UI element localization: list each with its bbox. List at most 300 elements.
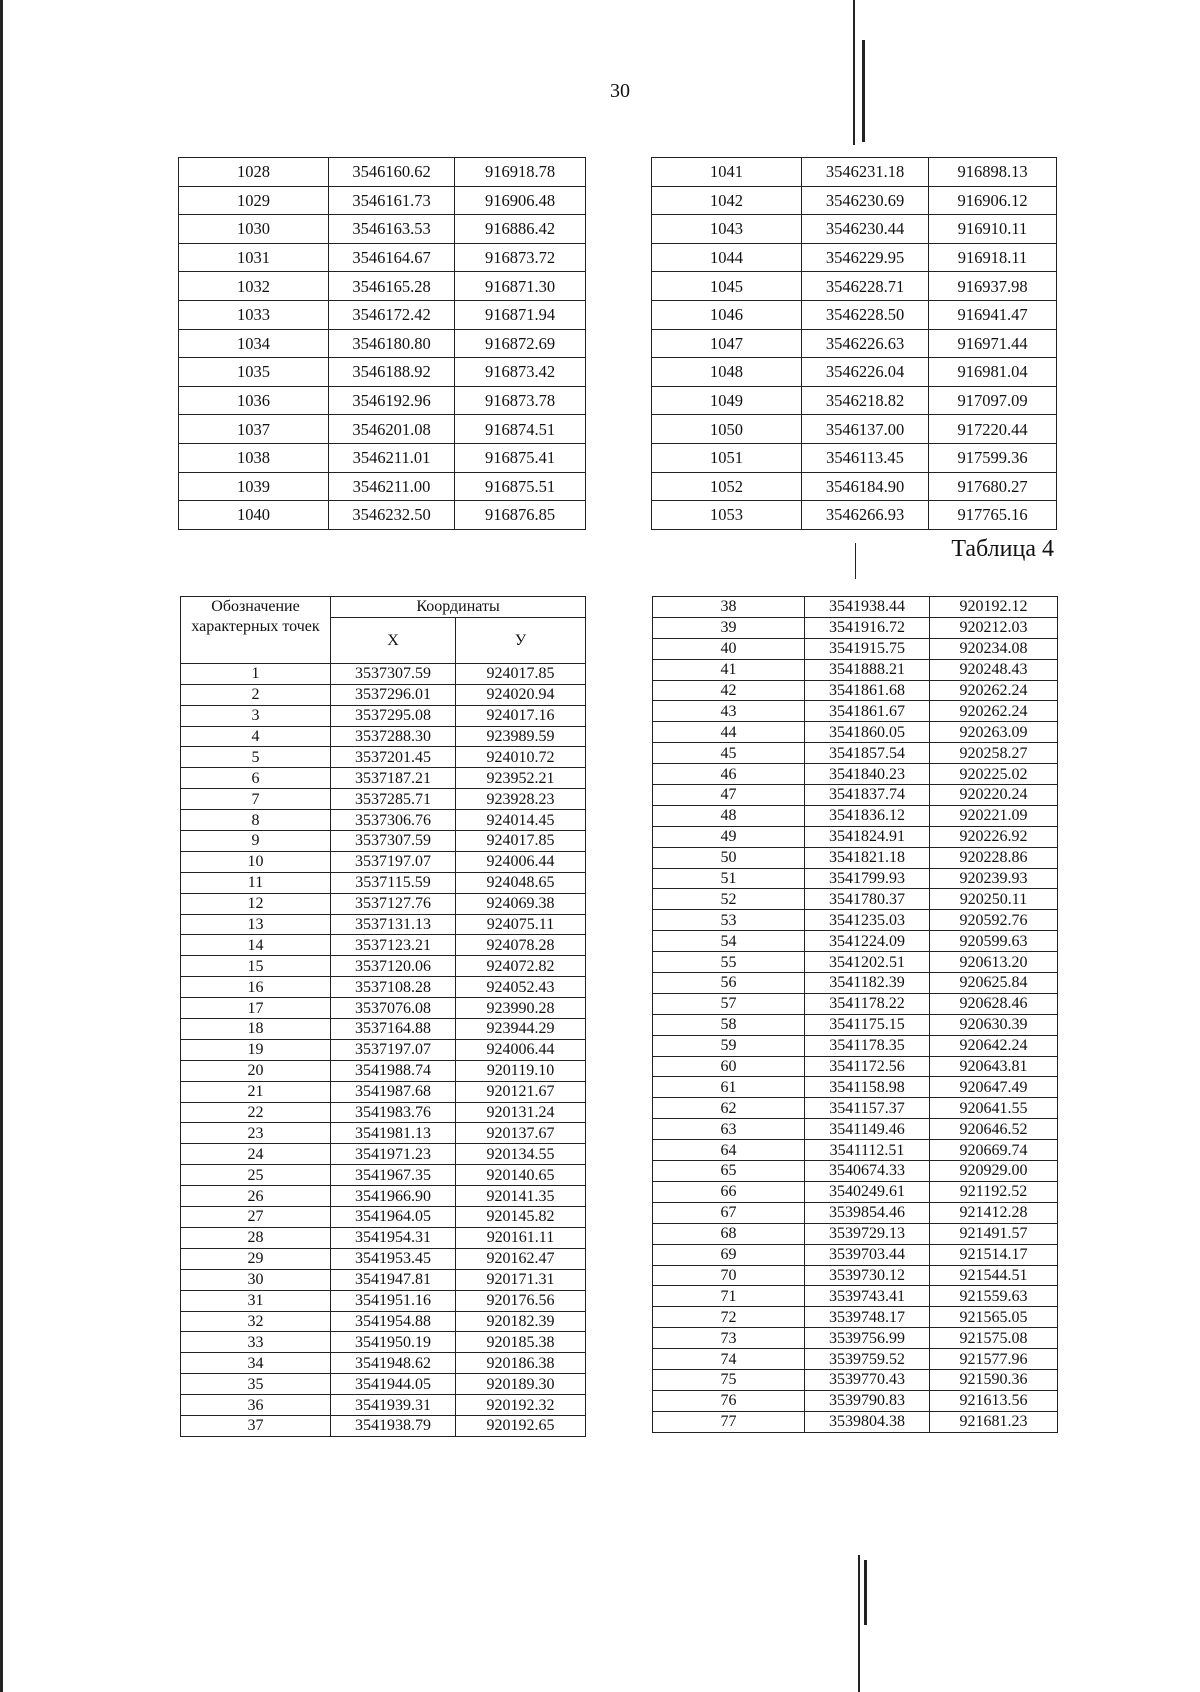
y-coordinate-cell: 920239.93 [930,868,1058,889]
point-number-cell: 30 [181,1269,331,1290]
point-number-cell: 1032 [179,272,329,301]
y-coordinate-cell: 920262.24 [930,680,1058,701]
point-number-cell: 1046 [652,300,802,329]
y-coordinate-cell: 921577.96 [930,1349,1058,1370]
y-coordinate-cell: 916910.11 [929,215,1057,244]
point-number-cell: 7 [181,789,331,810]
table-row [653,1181,1058,1202]
point-number-cell: 1038 [179,443,329,472]
table-row [653,868,1058,889]
header-coordinates: Координаты [331,597,586,618]
table-row [652,386,1057,415]
y-coordinate-cell: 920630.39 [930,1014,1058,1035]
point-number-cell: 1052 [652,472,802,501]
table-row [179,215,586,244]
table-row [653,1056,1058,1077]
y-coordinate-cell: 924075.11 [456,914,586,935]
table-row [653,1265,1058,1286]
table-row [653,597,1058,618]
scan-mark-bottom [858,1555,860,1692]
x-coordinate-cell: 3541861.67 [805,701,930,722]
x-coordinate-cell: 3541861.68 [805,680,930,701]
y-coordinate-cell: 916873.78 [455,386,586,415]
x-coordinate-cell: 3541780.37 [805,889,930,910]
x-coordinate-cell: 3539790.83 [805,1390,930,1411]
y-coordinate-cell: 920613.20 [930,952,1058,973]
x-coordinate-cell: 3541916.72 [805,617,930,638]
x-coordinate-cell: 3541824.91 [805,826,930,847]
point-number-cell: 1040 [179,501,329,530]
table-row [181,1165,586,1186]
point-number-cell: 23 [181,1123,331,1144]
y-coordinate-cell: 920140.65 [456,1165,586,1186]
table-row [652,300,1057,329]
x-coordinate-cell: 3541987.68 [331,1081,456,1102]
table-row [181,705,586,726]
x-coordinate-cell: 3546230.69 [802,186,929,215]
point-number-cell: 1 [181,663,331,684]
table-row [181,810,586,831]
table-row [652,358,1057,387]
coordinates-table-top-left [178,157,586,530]
point-number-cell: 37 [181,1415,331,1436]
y-coordinate-cell: 917680.27 [929,472,1057,501]
x-coordinate-cell: 3546165.28 [329,272,455,301]
y-coordinate-cell: 920226.92 [930,826,1058,847]
table-row [652,329,1057,358]
x-coordinate-cell: 3541938.44 [805,597,930,618]
point-number-cell: 46 [653,764,805,785]
point-number-cell: 68 [653,1223,805,1244]
y-coordinate-cell: 916981.04 [929,358,1057,387]
x-coordinate-cell: 3541860.05 [805,722,930,743]
point-number-cell: 6 [181,768,331,789]
point-number-cell: 63 [653,1119,805,1140]
point-number-cell: 1044 [652,243,802,272]
x-coordinate-cell: 3541178.22 [805,993,930,1014]
table-row [179,358,586,387]
table-row [181,1248,586,1269]
x-coordinate-cell: 3540674.33 [805,1161,930,1182]
point-number-cell: 1042 [652,186,802,215]
x-coordinate-cell: 3539804.38 [805,1411,930,1432]
point-number-cell: 29 [181,1248,331,1269]
table-row [181,1186,586,1207]
point-number-cell: 1049 [652,386,802,415]
y-coordinate-cell: 920647.49 [930,1077,1058,1098]
table-row [653,973,1058,994]
y-coordinate-cell: 921565.05 [930,1307,1058,1328]
point-number-cell: 60 [653,1056,805,1077]
table-row [653,1035,1058,1056]
table-row [179,443,586,472]
point-number-cell: 38 [653,597,805,618]
table-row [181,747,586,768]
x-coordinate-cell: 3546192.96 [329,386,455,415]
y-coordinate-cell: 924017.16 [456,705,586,726]
y-coordinate-cell: 921575.08 [930,1328,1058,1349]
table-row [181,1311,586,1332]
x-coordinate-cell: 3546229.95 [802,243,929,272]
y-coordinate-cell: 924048.65 [456,872,586,893]
point-number-cell: 14 [181,935,331,956]
y-coordinate-cell: 921559.63 [930,1286,1058,1307]
point-number-cell: 1035 [179,358,329,387]
y-coordinate-cell: 924052.43 [456,977,586,998]
x-coordinate-cell: 3537197.07 [331,1039,456,1060]
y-coordinate-cell: 921491.57 [930,1223,1058,1244]
table-row [652,186,1057,215]
y-coordinate-cell: 923928.23 [456,789,586,810]
table-row [653,1202,1058,1223]
point-number-cell: 61 [653,1077,805,1098]
y-coordinate-cell: 916873.42 [455,358,586,387]
table-row [652,215,1057,244]
x-coordinate-cell: 3539756.99 [805,1328,930,1349]
x-coordinate-cell: 3546164.67 [329,243,455,272]
y-coordinate-cell: 920220.24 [930,785,1058,806]
x-coordinate-cell: 3540249.61 [805,1181,930,1202]
x-coordinate-cell: 3541840.23 [805,764,930,785]
y-coordinate-cell: 916941.47 [929,300,1057,329]
point-number-cell: 55 [653,952,805,973]
y-coordinate-cell: 916898.13 [929,158,1057,187]
x-coordinate-cell: 3541915.75 [805,638,930,659]
x-coordinate-cell: 3546211.00 [329,472,455,501]
x-coordinate-cell: 3537115.59 [331,872,456,893]
table-row [181,1353,586,1374]
y-coordinate-cell: 920642.24 [930,1035,1058,1056]
y-coordinate-cell: 923990.28 [456,998,586,1019]
point-number-cell: 17 [181,998,331,1019]
x-coordinate-cell: 3541235.03 [805,910,930,931]
x-coordinate-cell: 3546137.00 [802,415,929,444]
scan-mark-top [853,0,855,145]
x-coordinate-cell: 3546266.93 [802,501,929,530]
x-coordinate-cell: 3541175.15 [805,1014,930,1035]
table-row [179,300,586,329]
point-number-cell: 69 [653,1244,805,1265]
header-points: Обозначение характерных точек [181,597,331,664]
table-row [179,329,586,358]
y-coordinate-cell: 924020.94 [456,684,586,705]
table-row [179,501,586,530]
table-row [181,684,586,705]
y-coordinate-cell: 916872.69 [455,329,586,358]
y-coordinate-cell: 920161.11 [456,1227,586,1248]
point-number-cell: 20 [181,1060,331,1081]
y-coordinate-cell: 923944.29 [456,1019,586,1040]
table-row [653,1077,1058,1098]
y-coordinate-cell: 920228.86 [930,847,1058,868]
point-number-cell: 58 [653,1014,805,1035]
point-number-cell: 22 [181,1102,331,1123]
point-number-cell: 18 [181,1019,331,1040]
x-coordinate-cell: 3539770.43 [805,1369,930,1390]
table-row [179,472,586,501]
page-number: 30 [610,80,630,102]
table-row [653,1119,1058,1140]
x-coordinate-cell: 3537108.28 [331,977,456,998]
table-row [181,1207,586,1228]
point-number-cell: 48 [653,805,805,826]
table-row [179,272,586,301]
point-number-cell: 34 [181,1353,331,1374]
point-number-cell: 42 [653,680,805,701]
table-row [181,851,586,872]
table-row [653,952,1058,973]
x-coordinate-cell: 3539759.52 [805,1349,930,1370]
x-coordinate-cell: 3546184.90 [802,472,929,501]
point-number-cell: 27 [181,1207,331,1228]
table-row [652,443,1057,472]
x-coordinate-cell: 3546180.80 [329,329,455,358]
y-coordinate-cell: 917097.09 [929,386,1057,415]
point-number-cell: 24 [181,1144,331,1165]
table-row [653,1307,1058,1328]
x-coordinate-cell: 3537187.21 [331,768,456,789]
y-coordinate-cell: 920599.63 [930,931,1058,952]
point-number-cell: 5 [181,747,331,768]
table-row [653,1223,1058,1244]
x-coordinate-cell: 3546172.42 [329,300,455,329]
table-row [653,826,1058,847]
x-coordinate-cell: 3541964.05 [331,1207,456,1228]
y-coordinate-cell: 916875.41 [455,443,586,472]
y-coordinate-cell: 920189.30 [456,1374,586,1395]
point-number-cell: 12 [181,893,331,914]
point-number-cell: 1030 [179,215,329,244]
y-coordinate-cell: 924069.38 [456,893,586,914]
point-number-cell: 66 [653,1181,805,1202]
coordinates-table-4-left [180,596,586,1437]
y-coordinate-cell: 920643.81 [930,1056,1058,1077]
table-row [652,158,1057,187]
scan-mark-bottom-thick [864,1560,867,1625]
table-row [653,1328,1058,1349]
y-coordinate-cell: 920250.11 [930,889,1058,910]
table-row [181,663,586,684]
table-row [181,1102,586,1123]
table-row [653,743,1058,764]
point-number-cell: 43 [653,701,805,722]
y-coordinate-cell: 920628.46 [930,993,1058,1014]
x-coordinate-cell: 3541158.98 [805,1077,930,1098]
point-number-cell: 8 [181,810,331,831]
y-coordinate-cell: 920258.27 [930,743,1058,764]
y-coordinate-cell: 916918.78 [455,158,586,187]
header-x: X [331,617,456,663]
y-coordinate-cell: 921544.51 [930,1265,1058,1286]
y-coordinate-cell: 917220.44 [929,415,1057,444]
table-row [653,1140,1058,1161]
x-coordinate-cell: 3541939.31 [331,1395,456,1416]
x-coordinate-cell: 3537285.71 [331,789,456,810]
y-coordinate-cell: 921613.56 [930,1390,1058,1411]
table-row [652,272,1057,301]
x-coordinate-cell: 3541988.74 [331,1060,456,1081]
table-row [181,726,586,747]
y-coordinate-cell: 920225.02 [930,764,1058,785]
table-row [653,931,1058,952]
y-coordinate-cell: 920641.55 [930,1098,1058,1119]
table-row [181,914,586,935]
table-row [652,243,1057,272]
y-coordinate-cell: 920625.84 [930,973,1058,994]
y-coordinate-cell: 920176.56 [456,1290,586,1311]
x-coordinate-cell: 3541971.23 [331,1144,456,1165]
y-coordinate-cell: 920929.00 [930,1161,1058,1182]
table-row [181,1019,586,1040]
y-coordinate-cell: 916971.44 [929,329,1057,358]
y-coordinate-cell: 920234.08 [930,638,1058,659]
point-number-cell: 62 [653,1098,805,1119]
point-number-cell: 2 [181,684,331,705]
y-coordinate-cell: 917765.16 [929,501,1057,530]
x-coordinate-cell: 3541799.93 [805,868,930,889]
x-coordinate-cell: 3541967.35 [331,1165,456,1186]
x-coordinate-cell: 3541948.62 [331,1353,456,1374]
y-coordinate-cell: 920131.24 [456,1102,586,1123]
table-row [653,1161,1058,1182]
table-row [653,889,1058,910]
coordinates-table-top-right [651,157,1057,530]
y-coordinate-cell: 923989.59 [456,726,586,747]
point-number-cell: 1028 [179,158,329,187]
table-row [179,243,586,272]
x-coordinate-cell: 3537120.06 [331,956,456,977]
y-coordinate-cell: 916873.72 [455,243,586,272]
point-number-cell: 1031 [179,243,329,272]
point-number-cell: 36 [181,1395,331,1416]
point-number-cell: 1029 [179,186,329,215]
y-coordinate-cell: 916906.48 [455,186,586,215]
point-number-cell: 1048 [652,358,802,387]
x-coordinate-cell: 3541157.37 [805,1098,930,1119]
point-number-cell: 73 [653,1328,805,1349]
y-coordinate-cell: 920119.10 [456,1060,586,1081]
x-coordinate-cell: 3537295.08 [331,705,456,726]
table-row [652,501,1057,530]
table-row [653,785,1058,806]
y-coordinate-cell: 920134.55 [456,1144,586,1165]
table-row [181,1081,586,1102]
point-number-cell: 25 [181,1165,331,1186]
y-coordinate-cell: 916937.98 [929,272,1057,301]
point-number-cell: 31 [181,1290,331,1311]
x-coordinate-cell: 3537306.76 [331,810,456,831]
x-coordinate-cell: 3546231.18 [802,158,929,187]
y-coordinate-cell: 921514.17 [930,1244,1058,1265]
y-coordinate-cell: 920186.38 [456,1353,586,1374]
y-coordinate-cell: 920592.76 [930,910,1058,931]
scan-mark-left-edge [0,0,3,1692]
y-coordinate-cell: 920182.39 [456,1311,586,1332]
point-number-cell: 1039 [179,472,329,501]
table-row [181,1269,586,1290]
point-number-cell: 1034 [179,329,329,358]
x-coordinate-cell: 3539743.41 [805,1286,930,1307]
point-number-cell: 77 [653,1411,805,1432]
table-row [652,472,1057,501]
x-coordinate-cell: 3546188.92 [329,358,455,387]
x-coordinate-cell: 3546161.73 [329,186,455,215]
y-coordinate-cell: 923952.21 [456,768,586,789]
point-number-cell: 13 [181,914,331,935]
table-row [181,1395,586,1416]
point-number-cell: 1037 [179,415,329,444]
x-coordinate-cell: 3541172.56 [805,1056,930,1077]
table-row [653,847,1058,868]
point-number-cell: 50 [653,847,805,868]
header-y: У [456,617,586,663]
x-coordinate-cell: 3546218.82 [802,386,929,415]
y-coordinate-cell: 924017.85 [456,831,586,852]
y-coordinate-cell: 920162.47 [456,1248,586,1269]
point-number-cell: 16 [181,977,331,998]
x-coordinate-cell: 3541149.46 [805,1119,930,1140]
table-row [181,789,586,810]
y-coordinate-cell: 916871.30 [455,272,586,301]
table-row [179,186,586,215]
table-row [181,1227,586,1248]
table-row [181,1374,586,1395]
x-coordinate-cell: 3546232.50 [329,501,455,530]
x-coordinate-cell: 3541947.81 [331,1269,456,1290]
x-coordinate-cell: 3541836.12 [805,805,930,826]
point-number-cell: 1041 [652,158,802,187]
x-coordinate-cell: 3546160.62 [329,158,455,187]
table-row [181,956,586,977]
point-number-cell: 39 [653,617,805,638]
table-row [653,910,1058,931]
y-coordinate-cell: 920185.38 [456,1332,586,1353]
point-number-cell: 15 [181,956,331,977]
x-coordinate-cell: 3541182.39 [805,973,930,994]
table-row [181,1039,586,1060]
y-coordinate-cell: 920262.24 [930,701,1058,722]
table-row [653,1349,1058,1370]
point-number-cell: 45 [653,743,805,764]
x-coordinate-cell: 3546226.04 [802,358,929,387]
table-row [181,998,586,1019]
y-coordinate-cell: 921192.52 [930,1181,1058,1202]
table-row [653,764,1058,785]
x-coordinate-cell: 3537307.59 [331,663,456,684]
x-coordinate-cell: 3541938.79 [331,1415,456,1436]
y-coordinate-cell: 916886.42 [455,215,586,244]
table-row [653,617,1058,638]
x-coordinate-cell: 3541944.05 [331,1374,456,1395]
y-coordinate-cell: 921412.28 [930,1202,1058,1223]
table-row [653,1286,1058,1307]
x-coordinate-cell: 3546163.53 [329,215,455,244]
x-coordinate-cell: 3541821.18 [805,847,930,868]
x-coordinate-cell: 3539730.12 [805,1265,930,1286]
y-coordinate-cell: 920145.82 [456,1207,586,1228]
y-coordinate-cell: 920192.65 [456,1415,586,1436]
point-number-cell: 67 [653,1202,805,1223]
x-coordinate-cell: 3537123.21 [331,935,456,956]
y-coordinate-cell: 921590.36 [930,1369,1058,1390]
x-coordinate-cell: 3537127.76 [331,893,456,914]
table-row [181,831,586,852]
x-coordinate-cell: 3546226.63 [802,329,929,358]
y-coordinate-cell: 920192.32 [456,1395,586,1416]
x-coordinate-cell: 3541837.74 [805,785,930,806]
table-row [181,768,586,789]
x-coordinate-cell: 3546211.01 [329,443,455,472]
